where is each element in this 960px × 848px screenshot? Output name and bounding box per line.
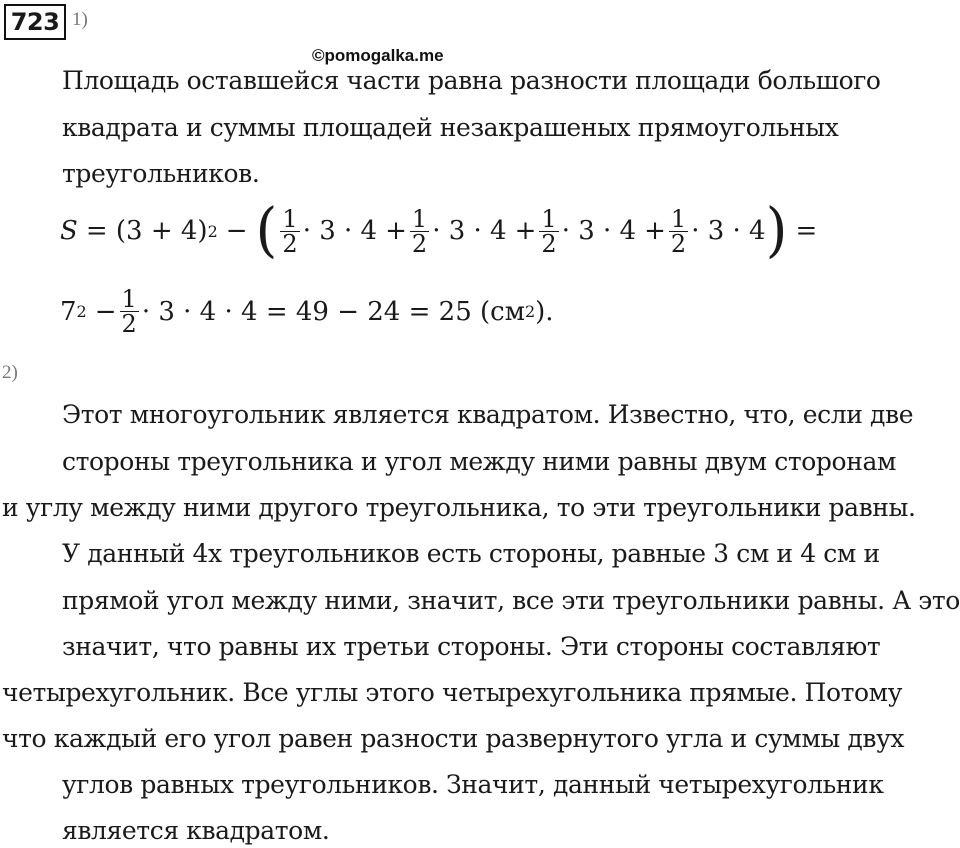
fraction: $\frac{1}{2}$ (541, 204, 557, 258)
fraction: $\frac{1}{2}$ (282, 204, 298, 258)
formula-lhs-exp: 2 (207, 221, 218, 241)
formula-s: S (60, 216, 78, 246)
watermark: ©pomogalka.me (312, 46, 444, 65)
part-1-label: 1) (72, 9, 88, 30)
part2-line-10: является квадратом. (62, 816, 330, 845)
task-number: 723 (4, 4, 66, 40)
part1-line-2: квадрата и суммы площадей незакрашеных прямоугольных (62, 113, 839, 142)
formula-lhs: = (3 + 4) (85, 216, 208, 246)
plus-sign: + (644, 216, 666, 246)
plus-sign: + (385, 216, 407, 246)
fraction: $\frac{1}{2}$ (670, 204, 687, 258)
part2-line-6: значит, что равны их третьи стороны. Эти стороны составляют (62, 632, 881, 661)
formula-equals: = (795, 216, 818, 246)
product-term: · 3 · 4 (561, 216, 637, 246)
formula-2-row (60, 287, 554, 336)
product-term: · 3 · 4 (691, 216, 766, 246)
formula2-rest: · 3 · 4 · 4 = 49 − 24 = 25 (см (141, 296, 525, 327)
part2-line-7: четырехугольник. Все углы этого четырехугольника прямые. Потому (2, 678, 903, 707)
plus-sign: + (514, 216, 537, 246)
fraction: $\frac{1}{2}$ (121, 285, 137, 338)
formula2-exp: 2 (76, 302, 87, 321)
formula2-close: ). (535, 296, 554, 327)
part-2-label: 2) (2, 362, 18, 383)
formula2-minus: − (94, 296, 117, 327)
product-term: · 3 · 4 (432, 216, 507, 246)
fraction: $\frac{1}{2}$ (411, 204, 428, 258)
formula-area (60, 196, 818, 273)
part1-line-3: треугольников. (62, 159, 260, 188)
part2-line-4: У данный 4х треугольников есть стороны, равные 3 см и 4 см и (62, 539, 880, 568)
formula-minus: − (225, 216, 248, 246)
part2-line-9: углов равных треугольников. Значит, данный четырехугольник (62, 770, 884, 799)
part2-line-8: что каждый его угол равен разности развернутого угла и суммы двух (2, 724, 905, 753)
part2-line-1: Этот многоугольник является квадратом. Известно, что, если две (62, 400, 914, 429)
formula2-base: 7 (60, 296, 77, 327)
product-term: · 3 · 4 (302, 216, 378, 246)
part2-line-5: прямой угол между ними, значит, все эти треугольники равны. А это (62, 586, 960, 615)
formula-2 (60, 287, 554, 336)
part2-line-2: стороны треугольника и угол между ними равны двум сторонам (62, 447, 897, 476)
part1-line-1: Площадь оставшейся части равна разности площади большого (62, 66, 881, 95)
formula2-unit-exp: 2 (524, 302, 536, 321)
open-paren: ( (255, 196, 278, 265)
formula-row (60, 196, 818, 265)
close-paren: ) (765, 196, 788, 265)
part2-line-3: и углу между ними другого треугольника, то эти треугольники равны. (2, 493, 916, 522)
